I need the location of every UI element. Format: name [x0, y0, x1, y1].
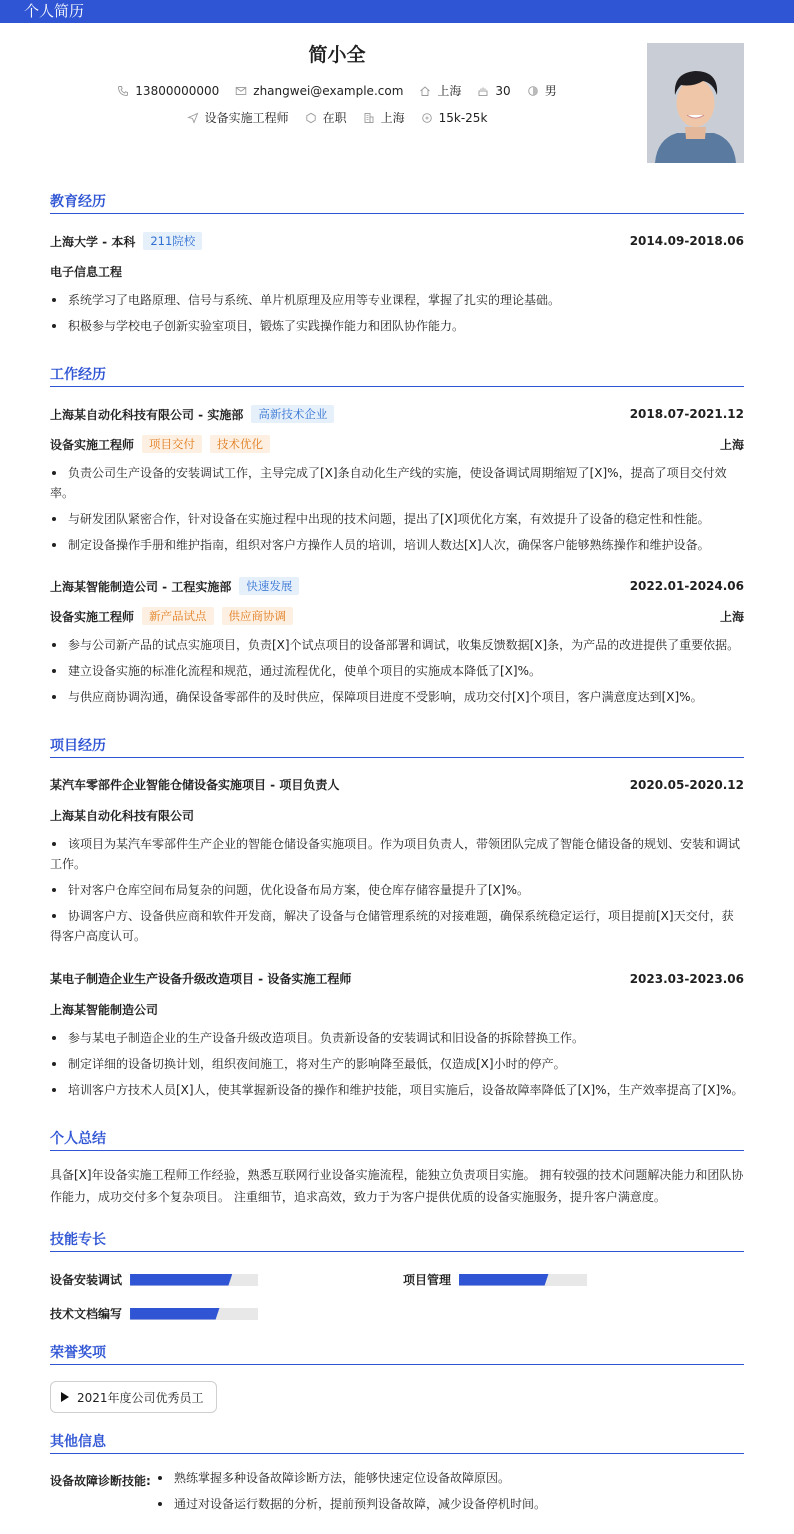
project-company: 上海某自动化科技有限公司	[50, 809, 195, 823]
list-item: 针对客户仓库空间布局复杂的问题，优化设备布局方案，使仓库存储容量提升了[X]%。	[50, 880, 744, 900]
phone-text: 13800000000	[135, 83, 220, 98]
status-icon	[305, 112, 317, 124]
age-text: 30	[495, 83, 511, 98]
list-item: 积极参与学校电子创新实验室项目，锻炼了实践操作能力和团队协作能力。	[50, 316, 744, 336]
section-title-other: 其他信息	[50, 1434, 744, 1454]
role-tag: 项目交付	[142, 435, 202, 453]
job-item	[187, 109, 289, 126]
header-title: 个人简历	[24, 2, 85, 20]
role-tag: 技术优化	[210, 435, 270, 453]
list-item: 协调客户方、设备供应商和软件开发商，解决了设备与仓储管理系统的对接难题，确保系统稳定运行，项目提前[X]天交付，获得客户高度认可。	[50, 909, 734, 943]
cake-icon	[477, 85, 489, 97]
salary-text: 15k-25k	[438, 110, 488, 125]
list-item: 系统学习了电路原理、信号与系统、单片机原理及应用等专业课程，掌握了扎实的理论基础。	[50, 290, 744, 310]
list-item: 建立设备实施的标准化流程和规范，通过流程优化，使单个项目的实施成本降低了[X]%。	[50, 661, 744, 681]
skill-bar	[130, 1308, 258, 1320]
project-company: 上海某智能制造公司	[50, 1003, 159, 1017]
email-item	[235, 84, 403, 98]
job-text: 设备实施工程师	[204, 111, 289, 125]
status-text: 在职	[322, 111, 347, 125]
project-period: 2020.05-2020.12	[629, 777, 744, 792]
award-item[interactable]	[50, 1381, 217, 1413]
skill-bar-fill	[459, 1274, 549, 1286]
status-item	[305, 109, 347, 126]
education-bullets	[50, 290, 744, 342]
mail-icon	[235, 85, 247, 97]
section-title-skills: 技能专长	[50, 1232, 744, 1252]
salary-item	[421, 111, 488, 125]
skill-bar-fill	[130, 1274, 232, 1286]
list-item: 该项目为某汽车零部件生产企业的智能仓储设备实施项目。作为项目负责人，带领团队完成了智能仓储设备的规划、安装和调试工作。	[50, 837, 741, 871]
list-item: 通过对设备运行数据的分析，提前预判设备故障，减少设备停机时间。	[158, 1494, 546, 1514]
gender-item	[527, 82, 557, 99]
work-period: 2022.01-2024.06	[629, 579, 744, 593]
skill-name: 项目管理	[403, 1273, 452, 1287]
skill-bar-fill	[130, 1308, 220, 1320]
company-name: 上海某自动化科技有限公司 - 实施部	[50, 407, 244, 422]
work-city: 上海	[719, 609, 744, 624]
city-item	[363, 109, 405, 126]
location-text: 上海	[437, 84, 462, 98]
work-role-1	[50, 435, 744, 453]
list-item: 参与某电子制造企业的生产设备升级改造项目。负责新设备的安装调试和旧设备的拆除替换工作。	[50, 1028, 744, 1048]
gender-text: 男	[544, 84, 557, 98]
company-tag: 高新技术企业	[251, 405, 334, 423]
list-item: 制定详细的设备切换计划，组织夜间施工，将对生产的影响降至最低，仅造成[X]小时的停产。	[50, 1054, 744, 1074]
school-name: 上海大学 - 本科	[50, 234, 136, 249]
phone-item	[117, 84, 219, 98]
work-bullets-2	[50, 635, 744, 713]
role-name: 设备实施工程师	[50, 609, 135, 624]
project-bullets-2	[50, 1028, 744, 1106]
work-period: 2018.07-2021.12	[629, 407, 744, 421]
project-header-1	[50, 776, 744, 793]
work-role-2	[50, 607, 744, 625]
skill-item	[50, 1305, 258, 1322]
avatar	[647, 43, 744, 163]
list-item: 负责公司生产设备的安装调试工作，主导完成了[X]条自动化生产线的实施，使设备调试周期缩短了[X]%，提高了项目交付效率。	[50, 466, 727, 500]
other-label: 设备故障诊断技能:	[50, 1474, 151, 1488]
skill-item	[50, 1271, 258, 1288]
work-header-1	[50, 405, 744, 423]
school-tag: 211院校	[143, 232, 202, 250]
section-title-project: 项目经历	[50, 738, 744, 758]
list-item: 制定设备操作手册和维护指南，组织对客户方操作人员的培训，培训人数达[X]人次，确保客户能够熟练操作和维护设备。	[50, 535, 744, 555]
project-title: 某电子制造企业生产设备升级改造项目 - 设备实施工程师	[50, 972, 352, 986]
send-icon	[187, 112, 199, 124]
section-title-education: 教育经历	[50, 194, 744, 214]
location-item	[419, 82, 461, 99]
role-tag: 新产品试点	[142, 607, 214, 625]
caret-right-icon	[61, 1392, 69, 1402]
skill-item	[403, 1271, 587, 1288]
city-text: 上海	[380, 111, 405, 125]
project-bullets-1	[50, 834, 744, 952]
profile-name: 简小全	[308, 44, 366, 66]
project-period: 2023.03-2023.06	[629, 971, 744, 986]
skill-bar	[130, 1274, 258, 1286]
job-intent-row	[0, 109, 674, 126]
money-icon	[421, 112, 433, 124]
role-tag: 供应商协调	[222, 607, 294, 625]
skill-name: 设备安装调试	[50, 1273, 123, 1287]
list-item: 与供应商协调沟通，确保设备零部件的及时供应，保障项目进度不受影响，成功交付[X]个项目，客户满意度达到[X]%。	[50, 687, 744, 707]
skill-bar	[459, 1274, 587, 1286]
education-major: 电子信息工程	[50, 265, 123, 279]
building-icon	[363, 112, 375, 124]
email-text: zhangwei@example.com	[253, 83, 404, 98]
work-header-2	[50, 577, 744, 595]
skill-name: 技术文档编写	[50, 1307, 123, 1321]
section-title-awards: 荣誉奖项	[50, 1345, 744, 1365]
phone-icon	[117, 85, 129, 97]
section-title-summary: 个人总结	[50, 1131, 744, 1151]
age-item	[477, 84, 510, 98]
list-item: 培训客户方技术人员[X]人，使其掌握新设备的操作和维护技能，项目实施后，设备故障率降低了[X]%，生产效率提高了[X]%。	[50, 1080, 744, 1100]
role-name: 设备实施工程师	[50, 437, 135, 452]
education-period: 2014.09-2018.06	[629, 234, 744, 248]
gender-icon	[527, 85, 539, 97]
header-bar	[0, 0, 794, 23]
summary-text: 具备[X]年设备实施工程师工作经验，熟悉互联网行业设备实施流程，能独立负责项目实施。 拥有较强的技术问题解决能力和团队协作能力，成功交付多个复杂项目。 注重细节，追求高效，致力于为客户提供优质的设备实施服务，提升客户满意度。	[50, 1168, 744, 1204]
home-icon	[419, 85, 431, 97]
avatar-portrait	[647, 43, 744, 163]
list-item: 参与公司新产品的试点实施项目，负责[X]个试点项目的设备部署和调试，收集反馈数据[X]条，为产品的改进提供了重要依据。	[50, 635, 744, 655]
project-header-2	[50, 970, 744, 987]
company-name: 上海某智能制造公司 - 工程实施部	[50, 579, 232, 594]
section-title-work: 工作经历	[50, 367, 744, 387]
list-item: 与研发团队紧密合作，针对设备在实施过程中出现的技术问题，提出了[X]项优化方案，有效提升了设备的稳定性和性能。	[50, 509, 744, 529]
education-header	[50, 232, 744, 250]
contact-row	[0, 82, 674, 99]
project-title: 某汽车零部件企业智能仓储设备实施项目 - 项目负责人	[50, 778, 340, 792]
other-list	[158, 1468, 546, 1520]
award-text: 2021年度公司优秀员工	[77, 1390, 204, 1405]
work-city: 上海	[719, 437, 744, 452]
company-tag: 快速发展	[239, 577, 299, 595]
list-item: 熟练掌握多种设备故障诊断方法，能够快速定位设备故障原因。	[158, 1468, 546, 1488]
work-bullets-1	[50, 463, 744, 561]
